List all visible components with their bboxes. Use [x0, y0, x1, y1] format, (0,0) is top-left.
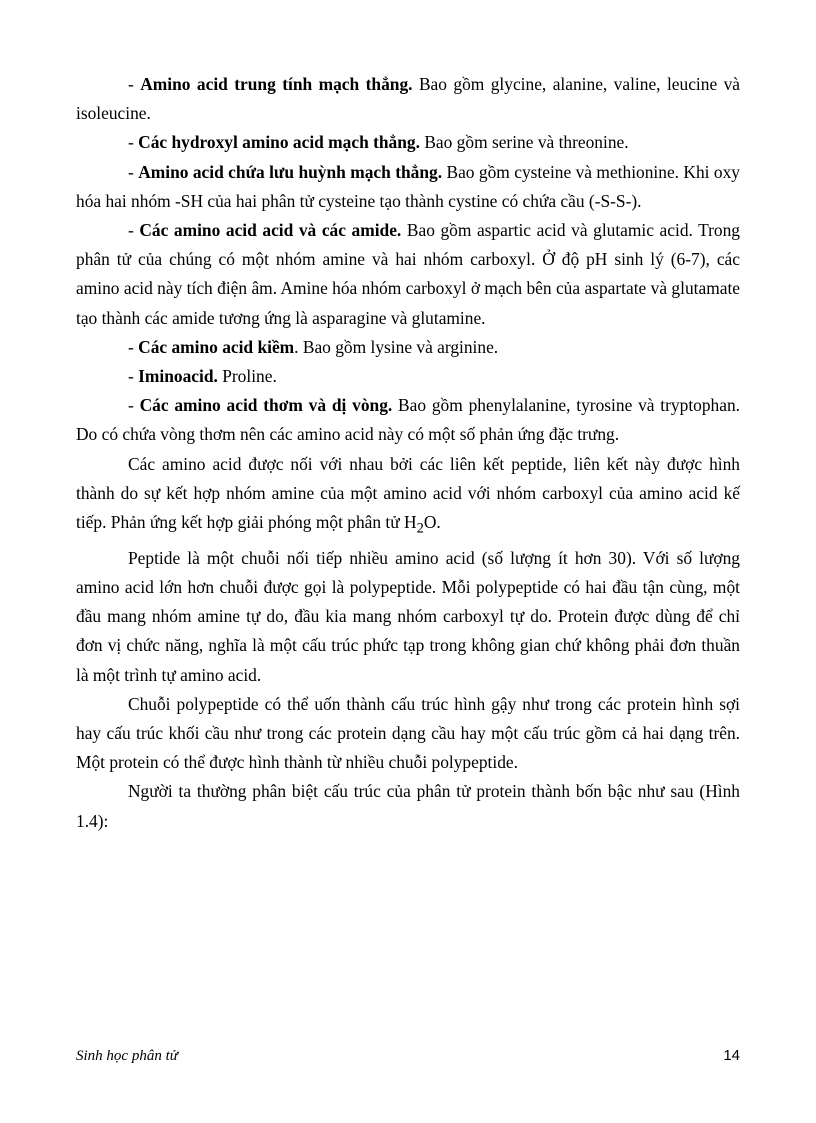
subscript-2: 2 — [416, 520, 424, 537]
paragraph-acidic-amino-acids: - Các amino acid acid và các amide. Bao gồm aspartic acid và glutamic acid. Trong phân tử của chúng có một nhóm amine và hai nhóm carboxyl. Ở độ pH sinh lý (6-7), các amino acid này tích điện âm. Amine hóa nhóm carboxyl ở mạch bên của aspartate và glutamate tạo thành các amide tương ứng là asparagine và glutamine. — [76, 220, 741, 328]
paragraph-neutral-amino-acids: - Amino acid trung tính mạch thẳng. Bao gồm glycine, alanine, valine, leucine và isoleucine. — [76, 74, 741, 124]
term-basic-amino-acids: Các amino acid kiềm — [138, 336, 295, 357]
page-number: 14 — [723, 1047, 740, 1064]
paragraph-sulfur-amino-acids: - Amino acid chứa lưu huỳnh mạch thẳng. Bao gồm cysteine và methionine. Khi oxy hóa hai nhóm -SH của hai phân tử cysteine tạo thành cystine có chứa cầu (-S-S-). — [76, 161, 740, 211]
paragraph-peptide-definition: Peptide là một chuỗi nối tiếp nhiều amino acid (số lượng ít hơn 30). Với số lượng amino acid lớn hơn chuỗi được gọi là polypeptide. Mỗi polypeptide có hai đầu tận cùng, một đầu mang nhóm amine tự do, đầu kia mang nhóm carboxyl tự do. Protein được dùng để chỉ đơn vị chức năng, nghĩa là một cấu trúc phức tạp trong không gian chứ không phải đơn thuần là một trình tự amino acid. — [76, 547, 740, 685]
footer-title: Sinh học phân tử — [76, 1048, 178, 1064]
term-neutral-amino-acids: Amino acid trung tính mạch thẳng. — [140, 74, 413, 94]
paragraph-iminoacid: - Iminoacid. Proline. — [128, 366, 277, 387]
term-sulfur-amino-acids: Amino acid chứa lưu huỳnh mạch thẳng. — [138, 161, 443, 182]
term-acidic-amino-acids: Các amino acid acid và các amide. — [139, 220, 402, 241]
term-iminoacid: Iminoacid. — [138, 366, 218, 387]
page-content — [76, 70, 740, 836]
paragraph-polypeptide-structure: Chuỗi polypeptide có thể uốn thành cấu trúc hình gậy như trong các protein hình sợi hay cấu trúc khối cầu như trong các protein dạng cầu hay một cấu trúc gồm cả hai dạng trên. Một protein có thể được hình thành từ nhiều chuỗi polypeptide. — [76, 693, 740, 773]
term-hydroxyl-amino-acids: Các hydroxyl amino acid mạch thẳng. — [138, 132, 420, 153]
paragraph-protein-structure-levels: Người ta thường phân biệt cấu trúc của phân tử protein thành bốn bậc như sau (Hình 1.4): — [76, 781, 740, 831]
paragraph-basic-amino-acids: - Các amino acid kiềm. Bao gồm lysine và arginine. — [128, 336, 499, 357]
paragraph-peptide-bond: Các amino acid được nối với nhau bởi các liên kết peptide, liên kết này được hình thành do sự kết hợp nhóm amine của một amino acid với nhóm carboxyl của amino acid kế tiếp. Phản ứng kết hợp giải phóng một phân tử $H_2O$. — [76, 453, 740, 537]
paragraph-aromatic-amino-acids: - Các amino acid thơm và dị vòng. Bao gồm phenylalanine, tyrosine và tryptophan. Do có chứa vòng thơm nên các amino acid này có một số phản ứng đặc trưng. — [76, 395, 741, 445]
term-aromatic-amino-acids: Các amino acid thơm và dị vòng. — [139, 395, 393, 416]
paragraph-hydroxyl-amino-acids: - Các hydroxyl amino acid mạch thẳng. Bao gồm serine và threonine. — [128, 132, 629, 153]
